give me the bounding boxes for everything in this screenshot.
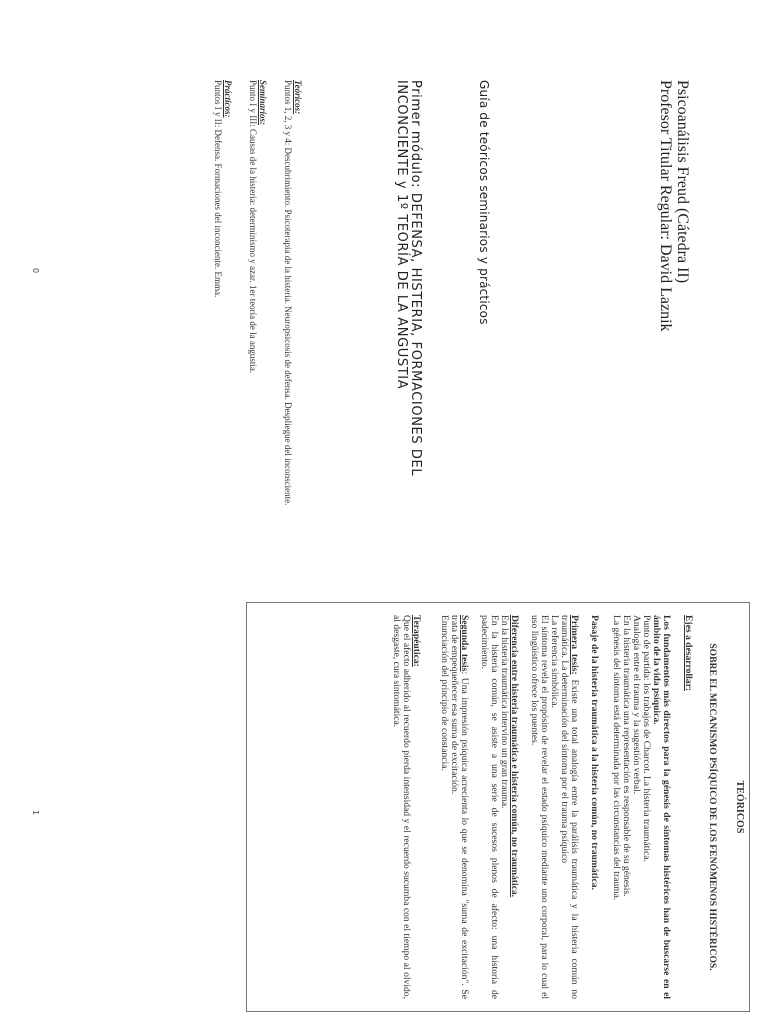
diferencia-line-2: En la histeria común, se asiste a una serie de sucesos plenos de afecto: una historia de padecimiento. (479, 615, 500, 999)
teoricos-text: Puntos 1, 2, 3 y 4: Descubrimiento. Psicoterapia de la histeria. Neuropsicosis de defensa. Despliegue del inconsciente. (283, 80, 293, 506)
fundamentos-line-4: La génesis del síntoma está determinada por las circunstancias del trauma. (611, 615, 622, 901)
primera-tesis-text: Existe una total analogía entre la parálisis traumática y la histeria común no traumática. La determinación del síntoma por el trauma psíquico (559, 615, 580, 999)
teoricos-label: Teóricos: (293, 80, 303, 115)
practicos-section (213, 80, 233, 520)
diferencia-line-1: En la histeria traumática intervino un gran trauma. (499, 615, 510, 809)
segunda-tesis (449, 615, 469, 999)
practicos-label: Prácticos: (223, 80, 233, 118)
teoricos-title: TEÓRICOS (734, 780, 745, 834)
primera-line-2: El síntoma revela el propósito de revelar el estado psíquico mediante uno corporal, para lo cual el uso lingüístico ofrece los puentes. (529, 615, 550, 999)
practicos-text: Puntos I y II: Defensa. Formaciones del inconciente. Emma. (213, 80, 223, 298)
guide-heading: Guía de teóricos seminarios y prácticos (477, 80, 491, 325)
segunda-tesis-label: Segunda tesis (459, 615, 470, 672)
teoricos-section (283, 80, 303, 520)
module-heading-line1: Primer módulo: DEFENSA, HISTERIA, FORMACIONES DEL (408, 80, 423, 477)
content-box (246, 602, 750, 1012)
terapeutica-label: Terapéutica: (411, 615, 422, 667)
segunda-tesis-text: : Una impresión psíquica acrecienta lo que se denomina "suma de excitación". Se trata de empequeñecer esa suma de excitación. (449, 615, 470, 999)
primera-line-1: La referencia simbólica. (549, 615, 560, 708)
seminarios-section (248, 80, 268, 520)
fundamentos-heading: Los fundamentos más directos para la génesis de síntomas histéricos han de buscarse en el ámbito de la vida psíquica. (651, 615, 672, 999)
fundamentos-line-1: Punto de partida: los trabajos de Charcot. La histeria traumática. (641, 615, 652, 862)
fundamentos-line-3: En la histeria traumática una representación es responsable de su génesis. (621, 615, 632, 897)
professor-line: Profesor Titular Regular: David Laznik (657, 80, 674, 332)
diferencia-heading: Diferencia entre histeria traumática e histeria común, no traumática. (509, 615, 520, 898)
terapeutica-text: Que el afecto adherido al recuerdo pierda intensidad y el recuerdo sucumba con el tiempo al olvido, al desgaste, cura sintomática. (391, 615, 412, 999)
seminarios-label: Seminarios: (258, 80, 268, 126)
seminarios-text: Punto I y III: Causas de la histeria: determinismo y azar. 1er teoría de la angustia. (248, 80, 258, 374)
ejes-label: Ejes a desarrollar: (683, 615, 694, 692)
box-title: SOBRE EL MECANISMO PSÍQUICO DE LOS FENÓMENOS HISTÉRICOS. (707, 643, 718, 971)
module-heading-line2: INCONCIENTE y 1º TEORÍA DE LA ANGUSTIA (394, 80, 409, 390)
page-number-left: 0 (31, 268, 40, 274)
course-title: Psicoanálisis Freud (Cátedra II) (674, 80, 691, 284)
primera-tesis (559, 615, 579, 999)
primera-tesis-label: Primera tesis: (569, 615, 580, 675)
segunda-line-2: Enunciación del principio de constancia. (439, 615, 450, 771)
page-number-right: 1 (31, 810, 40, 816)
pasaje-heading: Pasaje de la histeria traumática a la histeria común, no traumática. (589, 615, 600, 890)
fundamentos-line-2: Analogía entre el trauma y la sugestión verbal. (631, 615, 642, 795)
